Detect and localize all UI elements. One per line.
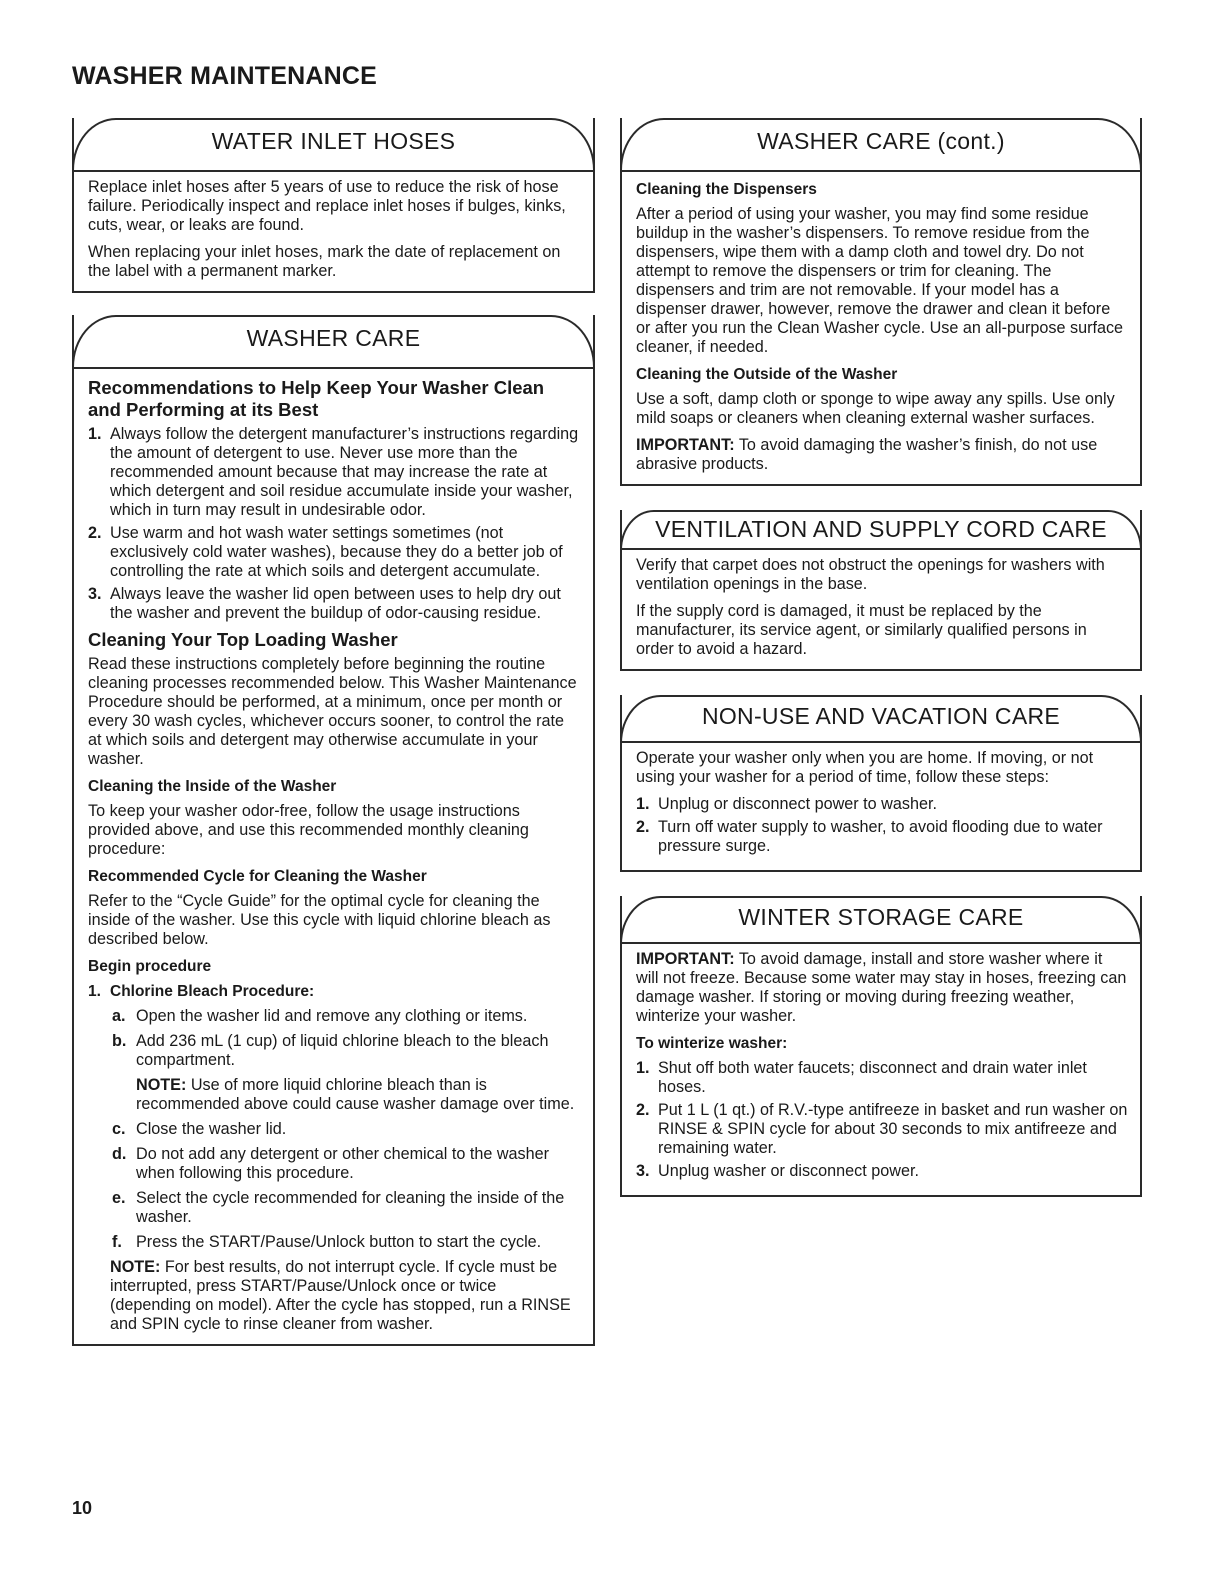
paragraph: When replacing your inlet hoses, mark the date of replacement on the label with a permanent marker. xyxy=(88,243,561,280)
important-note: IMPORTANT: To avoid damage, install and store washer where it will not freeze. Because some water may stay in hoses, freezing can damage washer. If storing or moving during freezing weather, winterize your washer. xyxy=(636,950,1127,1025)
left-column xyxy=(72,118,595,1346)
important-note: IMPORTANT: To avoid damaging the washer’s finish, do not use abrasive products. xyxy=(636,436,1098,473)
section-title: VENTILATION AND SUPPLY CORD CARE xyxy=(655,516,1107,542)
winterize-steps xyxy=(636,1059,1128,1181)
winter-storage-section xyxy=(620,896,1142,1197)
page-number: 10 xyxy=(72,1498,93,1518)
section-header xyxy=(622,510,1140,550)
paragraph: Use a soft, damp cloth or sponge to wipe away any spills. Use only mild soaps or cleaners when cleaning external washer surfaces. xyxy=(636,390,1115,427)
recommendations-heading: Recommendations to Help Keep Your Washer Clean and Performing at its Best xyxy=(88,377,545,420)
water-inlet-hoses-section xyxy=(72,118,595,293)
page-title: WASHER MAINTENANCE xyxy=(72,62,377,90)
list-item: 2. Turn off water supply to washer, to avoid flooding due to water pressure surge. xyxy=(636,818,1103,855)
section-header xyxy=(622,118,1140,172)
washer-care-section xyxy=(72,315,595,1346)
paragraph: If the supply cord is damaged, it must be replaced by the manufacturer, its service agent, or similarly qualified persons in order to avoid a hazard. xyxy=(636,602,1087,658)
cleaning-top-heading: Cleaning Your Top Loading Washer xyxy=(88,629,398,650)
procedure-steps xyxy=(88,1007,581,1070)
section-header xyxy=(622,695,1140,743)
non-use-steps xyxy=(636,795,1128,856)
outside-heading: Cleaning the Outside of the Washer xyxy=(636,366,898,383)
list-item: 2. Use warm and hot wash water settings sometimes (not exclusively cold water washes), because they do a better job of controlling the rate at which soils and detergent accumulate. xyxy=(88,524,563,580)
paragraph: To keep your washer odor-free, follow the usage instructions provided above, and use this recommended monthly cleaning procedure: xyxy=(88,802,529,858)
recommendations-list xyxy=(88,425,581,623)
list-item: 3. Always leave the washer lid open between uses to help dry out the washer and prevent the buildup of odor-causing residue. xyxy=(88,585,561,622)
list-item: a. Open the washer lid and remove any clothing or items. xyxy=(112,1007,528,1025)
final-note: NOTE: For best results, do not interrupt cycle. If cycle must be interrupted, press START/Pause/Unlock once or twice (depending on model). After the cycle has stopped, run a RINSE and SPIN cycle to rinse cleaner from washer. xyxy=(110,1258,571,1333)
list-item: 3. Unplug washer or disconnect power. xyxy=(636,1162,919,1180)
list-item: 2. Put 1 L (1 qt.) of R.V.-type antifreeze in basket and run washer on RINSE & SPIN cycle for about 30 seconds to mix antifreeze and remaining water. xyxy=(636,1101,1128,1157)
cycle-heading: Recommended Cycle for Cleaning the Washer xyxy=(88,868,427,885)
list-item: d. Do not add any detergent or other chemical to the washer when following this procedure. xyxy=(112,1145,550,1182)
list-item: c. Close the washer lid. xyxy=(112,1120,287,1138)
section-title: NON-USE AND VACATION CARE xyxy=(701,703,1061,729)
winterize-heading: To winterize washer: xyxy=(636,1035,788,1052)
section-title: WATER INLET HOSES xyxy=(211,128,456,154)
washer-care-cont-section xyxy=(620,118,1142,486)
section-title: WASHER CARE xyxy=(246,325,421,351)
bleach-heading: 1. Chlorine Bleach Procedure: xyxy=(88,983,315,1000)
list-item: 1. Always follow the detergent manufacturer’s instructions regarding the amount of detergent to use. Never use more than the recommended amount because that may increase the rate at which detergent and soil residue accumulate inside your washer, which in turn may result in undesirable odor. xyxy=(88,425,579,519)
list-item: 1. Shut off both water faucets; disconnect and drain water inlet hoses. xyxy=(636,1059,1087,1096)
list-item: f. Press the START/Pause/Unlock button to start the cycle. xyxy=(112,1233,542,1251)
dispensers-heading: Cleaning the Dispensers xyxy=(636,181,817,198)
non-use-section xyxy=(620,695,1142,872)
paragraph: Read these instructions completely before beginning the routine cleaning processes recommended below. This Washer Maintenance Procedure should be performed, at a minimum, once per month or every 30 wash cycles, whichever occurs sooner, to control the rate at which soils and detergent may otherwise accumulate in your washer. xyxy=(88,655,577,768)
right-column xyxy=(620,118,1142,1197)
section-title: WINTER STORAGE CARE xyxy=(738,904,1024,930)
inside-heading: Cleaning the Inside of the Washer xyxy=(88,778,337,795)
begin-heading: Begin procedure xyxy=(88,958,212,975)
section-header xyxy=(74,315,593,369)
paragraph: Refer to the “Cycle Guide” for the optimal cycle for cleaning the inside of the washer. Use this cycle with liquid chlorine bleach as described below. xyxy=(88,892,551,948)
paragraph: Operate your washer only when you are home. If moving, or not using your washer for a period of time, follow these steps: xyxy=(636,749,1094,786)
list-item: 1. Unplug or disconnect power to washer. xyxy=(636,795,937,813)
section-title: WASHER CARE (cont.) xyxy=(757,128,1005,154)
ventilation-section xyxy=(620,510,1142,671)
procedure-steps xyxy=(88,1120,581,1252)
paragraph: After a period of using your washer, you may find some residue buildup in the washer’s dispensers. To remove residue from the dispensers, wipe them with a damp cloth and towel dry. Do not attempt to remove the dispensers or trim for cleaning. The dispensers and trim are not removable. If your model has a dispenser drawer, however, remove the drawer and clean it before or after you run the Clean Washer cycle. Use an all-purpose surface cleaner, if needed. xyxy=(636,205,1124,356)
section-header xyxy=(622,896,1140,944)
note: NOTE: Use of more liquid chlorine bleach than is recommended above could cause washer damage over time. xyxy=(136,1076,575,1113)
list-item: e. Select the cycle recommended for cleaning the inside of the washer. xyxy=(112,1189,565,1226)
section-header xyxy=(74,118,593,172)
list-item: b. Add 236 mL (1 cup) of liquid chlorine bleach to the bleach compartment. xyxy=(112,1032,549,1069)
paragraph: Replace inlet hoses after 5 years of use to reduce the risk of hose failure. Periodically inspect and replace inlet hoses if bulges, kinks, cuts, wear, or leaks are found. xyxy=(88,178,566,234)
paragraph: Verify that carpet does not obstruct the openings for washers with ventilation openings in the base. xyxy=(636,556,1105,593)
